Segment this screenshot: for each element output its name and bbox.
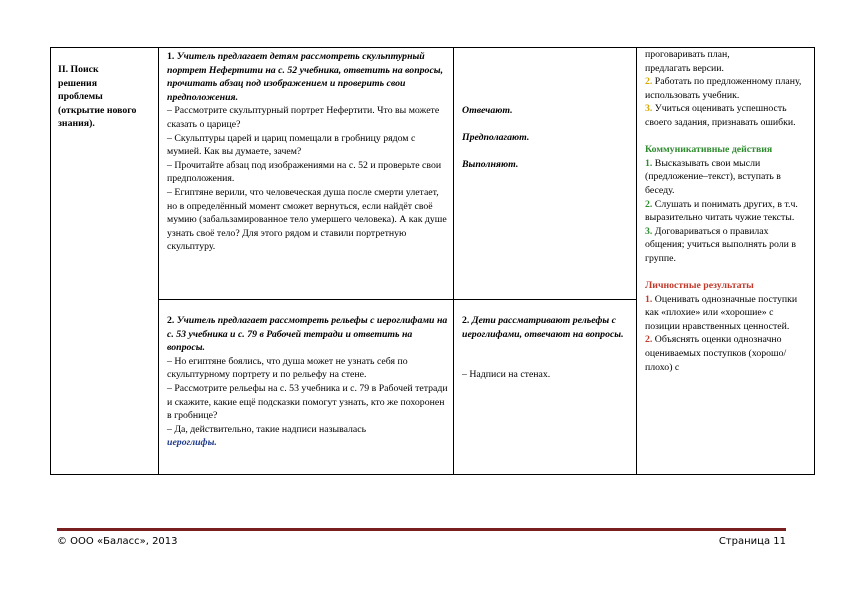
task-number: 2. bbox=[167, 315, 175, 326]
uud-item bbox=[645, 333, 810, 374]
lesson-plan-table bbox=[50, 47, 815, 475]
task-number: 2. bbox=[462, 315, 470, 326]
footer-divider bbox=[57, 528, 786, 531]
footer-page-number: Страница 11 bbox=[718, 536, 786, 547]
item-number: 2. bbox=[645, 198, 653, 210]
student-answer: Предполагают. bbox=[462, 132, 530, 144]
task-1-lead bbox=[167, 50, 449, 104]
uud-text: проговаривать план, bbox=[645, 49, 730, 60]
footer-copyright: © ООО «Баласс», 2013 bbox=[57, 536, 178, 547]
task-lead-text: Учитель предлагает детям рассмотреть скульптурный портрет Нефертити на с. 52 учебника, ответить на вопросы, прочитать абзац под изображением и проверить свои предположения. bbox=[167, 51, 444, 103]
student-answer: Отвечают. bbox=[462, 105, 513, 116]
stage-cell bbox=[51, 48, 159, 475]
item-number: 1. bbox=[645, 157, 653, 169]
student-answer: Выполняют. bbox=[462, 159, 519, 171]
uud-item bbox=[645, 293, 810, 334]
stage-text: (открытие нового bbox=[58, 104, 137, 116]
uud-item bbox=[645, 102, 810, 129]
teacher-question: – Египтяне верили, что человеческая душа после смерти улетает, но в определённый момент сможет вернуться, если найдёт своё мумию (забальзамированное тело умершего человека). А как душе узнать своё тело? Для этого рядом и ставили портретную скульптуру. bbox=[167, 186, 447, 253]
teacher-activity-cell-2 bbox=[159, 300, 454, 475]
item-text: Работать по предложенному плану, использовать учебник. bbox=[645, 76, 802, 101]
stage-text: знания). bbox=[58, 118, 95, 130]
personal-results-heading: Личностные результаты bbox=[645, 280, 754, 292]
item-text: Объяснять оценки однозначно оцениваемых поступков (хорошо/плохо) с bbox=[645, 334, 787, 373]
task-lead-text: Дети рассматривают рельефы с иероглифами, отвечают на вопросы. bbox=[462, 315, 624, 340]
item-text: Слушать и понимать других, в т.ч. выразительно читать чужие тексты. bbox=[645, 198, 798, 224]
uud-item bbox=[645, 157, 810, 198]
uud-item bbox=[645, 198, 810, 225]
item-number: 3. bbox=[645, 103, 653, 115]
teacher-question: – Да, действительно, такие надписи называлась bbox=[167, 423, 367, 435]
student-answer: – Надписи на стенах. bbox=[462, 369, 551, 381]
student-activity-cell-1 bbox=[454, 48, 637, 300]
teacher-question: – Но египтяне боялись, что душа может не узнать себя по скульптурному портрету и по рельефу на стене. bbox=[167, 355, 408, 381]
item-text: Высказывать свои мысли (предложение–текст), вступать в беседу. bbox=[645, 157, 781, 196]
task-2-lead bbox=[167, 314, 449, 355]
uud-cell bbox=[637, 48, 815, 475]
item-text: Учиться оценивать успешность своего задания, признавать ошибки. bbox=[645, 103, 796, 128]
task-number: 1. bbox=[167, 51, 175, 62]
teacher-question: – Рассмотрите скульптурный портрет Нефертити. Что вы можете сказать о царице? bbox=[167, 105, 440, 130]
task-2-student-lead bbox=[462, 314, 632, 341]
item-number: 2. bbox=[645, 76, 653, 88]
task-lead-text: Учитель предлагает рассмотреть рельефы с иероглифами на с. 53 учебника и с. 79 в Рабочей тетради и ответить на вопросы. bbox=[167, 315, 448, 354]
teacher-question: – Рассмотрите рельефы на с. 53 учебника и с. 79 в Рабочей тетради и скажите, какие ещё подсказки помогут узнать, кто же похоронен в гробнице? bbox=[167, 382, 448, 422]
student-activity-cell-2 bbox=[454, 300, 637, 475]
stage-text: проблемы bbox=[58, 91, 103, 103]
stage-text: II. Поиск bbox=[58, 64, 99, 75]
communicative-heading: Коммуникативные действия bbox=[645, 144, 773, 156]
teacher-question: – Прочитайте абзац под изображениями на с. 52 и проверьте свои предположения. bbox=[167, 159, 442, 185]
item-number: 2. bbox=[645, 334, 653, 346]
uud-item bbox=[645, 75, 810, 102]
stage-text: решения bbox=[58, 77, 98, 89]
item-text: Оценивать однозначные поступки как «плохие» или «хорошие» с позиции нравственных ценностей. bbox=[645, 293, 798, 332]
teacher-question: – Скульптуры царей и цариц помещали в гробницу рядом с мумией. Как вы думаете, зачем? bbox=[167, 132, 416, 158]
item-number: 3. bbox=[645, 225, 653, 237]
uud-text: предлагать версии. bbox=[645, 62, 724, 74]
item-number: 1. bbox=[645, 293, 653, 305]
term-hieroglyphs: иероглифы. bbox=[167, 437, 217, 449]
teacher-activity-cell-1 bbox=[159, 48, 454, 300]
item-text: Договариваться о правилах общения; учиться выполнять роли в группе. bbox=[645, 225, 796, 264]
table-row bbox=[51, 48, 815, 300]
uud-item bbox=[645, 225, 810, 266]
